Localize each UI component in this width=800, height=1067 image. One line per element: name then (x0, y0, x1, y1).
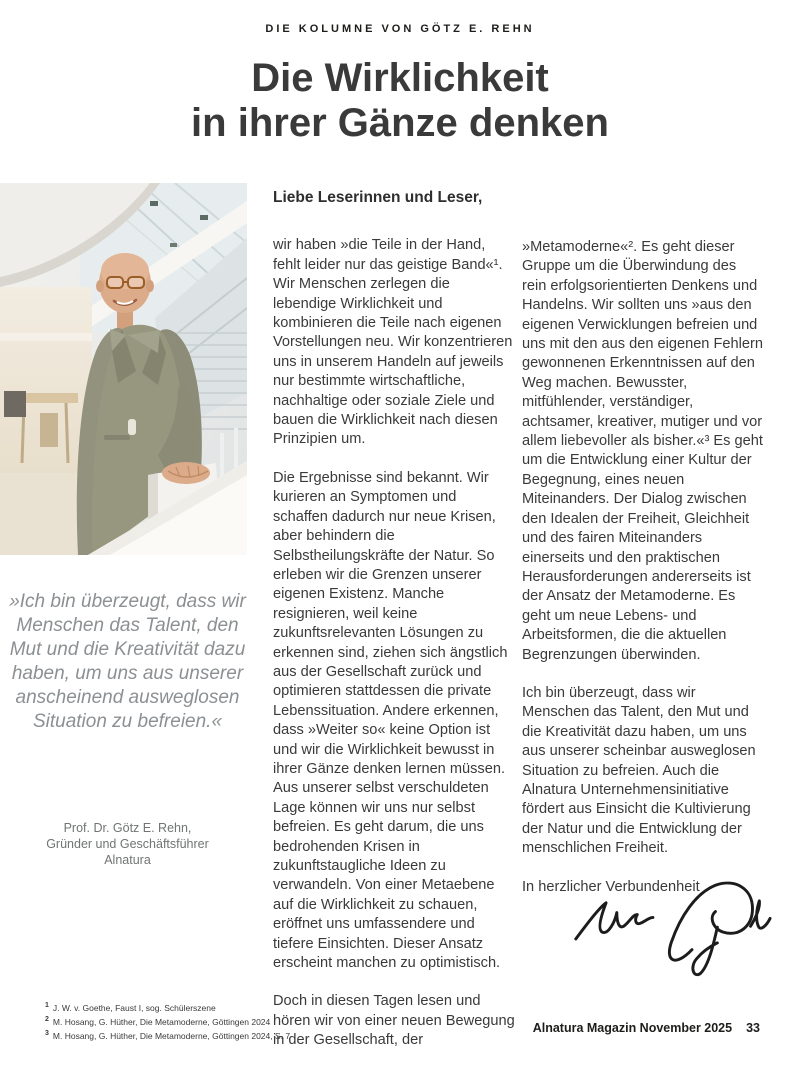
footnote-marker: 2 (45, 1015, 49, 1023)
paragraph: wir haben »die Teile in der Hand, fehlt leider nur das geistige Band«¹. Wir Menschen zerlegen die lebendige Wirklichkeit und kombinieren die Teile nach eigenen Vorstellungen neu. Wir konzentrieren uns in unserem Handeln auf jeweils nur bestimmte wirtschaftliche, nachhaltige oder soziale Ziele und bauen die Wirklichkeit nach diesen Prinzipien um. (273, 237, 513, 448)
article-column-2 (522, 238, 764, 897)
footnote-text: M. Hosang, G. Hüther, Die Metamoderne, Göttingen 2024, S. 7 (52, 1030, 291, 1041)
page-title (0, 56, 800, 146)
quote-attribution (6, 820, 249, 868)
paragraph: Die Ergebnisse sind bekannt. Wir kurieren an Symptomen und schaffen dadurch nur neue Krisen, aber behindern die Selbstheilungskräfte der Natur. So erleben wir die Grenzen unserer eigenen Existenz. Manche resignieren, weil keine zukunftsrelevanten Lösungen zu erkennen sind, ziehen sich ängstlich aus der Gesellschaft zurück und optimieren stattdessen die private Lebenssituation. Andere erkennen, dass »Weiter so« keine Option ist und wir die Wirklichkeit bewusst in ihrer Gänze denken lernen müssen. Aus unserer selbst verschuldeten Lage können wir uns nur selbst befreien. Es geht darum, die uns bedrohenden Krisen in zukunftstaugliche Ideen zu verwandeln. Von einer Metaebene auf die Wirklichkeit zu schauen, eröffnet uns umfassendere und tiefere Einsichten. Dieser Ansatz erscheint manchen zu optimistisch. (273, 469, 508, 972)
attribution-company: Alnatura (104, 853, 151, 867)
footnote (45, 1014, 290, 1028)
closing-line: In herzlicher Verbundenheit (522, 878, 700, 895)
page-footer (533, 1021, 760, 1035)
footnotes (45, 1000, 290, 1041)
paragraph: Doch in diesen Tagen lesen und hören wir von einer neuen Bewegung in der Gesellschaft, der (273, 993, 515, 1049)
signature-image (568, 852, 773, 980)
signature-scrawl (568, 852, 773, 980)
magazine-name: Alnatura Magazin November 2025 (532, 1021, 733, 1035)
portrait-photo (0, 183, 247, 555)
portrait-photo-illustration (0, 183, 247, 555)
attribution-role: Gründer und Geschäftsführer (46, 837, 209, 851)
footnote-text: M. Hosang, G. Hüther, Die Metamoderne, Göttingen 2024 (52, 1016, 271, 1027)
article-greeting: Liebe Leserinnen und Leser, (273, 189, 483, 206)
paragraph: »Metamoderne«². Es geht dieser Gruppe um die Überwindung des rein erfolgsorientierten Denkens und Handelns. Wir sollten uns »aus den eigenen Verwicklungen befreien und uns mit den aus den eigenen Fehlern gewonnenen Erkenntnissen auf den Weg machen. Bewusster, mitfühlender, verständiger, achtsamer, kreativer, mutiger und vor allem liebevoller als bisher.«³ Es geht um die Entwicklung einer Kultur der Begegnung, eines neuen Miteinanders. Der Dialog zwischen den Idealen der Freiheit, Gleichheit und des fairen Miteinanders einerseits und den praktischen Herausforderungen andererseits ist der Ansatz der Metamoderne. Es geht um neue Lebens- und Arbeitsformen, die die aktuellen Begrenzungen überwinden. (522, 239, 763, 663)
page-title-line2: in ihrer Gänze denken (191, 101, 609, 145)
attribution-name: Prof. Dr. Götz E. Rehn, (63, 821, 192, 835)
footnote-marker: 1 (45, 1002, 49, 1009)
article-column-1 (273, 188, 515, 1051)
footnote-text: J. W. v. Goethe, Faust I, sog. Schülerszene (52, 1002, 216, 1013)
paragraph: Ich bin überzeugt, dass wir Menschen das Talent, den Mut und die Kreativität dazu haben, um uns aus unserer scheinbar ausweglosen Situation zu befreien. Auch die Alnatura Unternehmensinitiative fördert aus Einsicht die Kultivierung der Natur und die Entwicklung der menschlichen Freiheit. (522, 684, 756, 857)
footnote (45, 1000, 290, 1014)
footnote (45, 1028, 290, 1042)
footnote-marker: 3 (45, 1029, 49, 1037)
column-kicker: DIE KOLUMNE VON GÖTZ E. REHN (265, 23, 535, 35)
page-title-line1: Die Wirklichkeit (251, 56, 549, 100)
pull-quote: »Ich bin überzeugt, dass wir Menschen das Talent, den Mut und die Kreativität dazu haben, um uns aus unserer anscheinend ausweglosen Situation zu befreien.« (9, 591, 246, 732)
page-number: 33 (746, 1021, 760, 1035)
